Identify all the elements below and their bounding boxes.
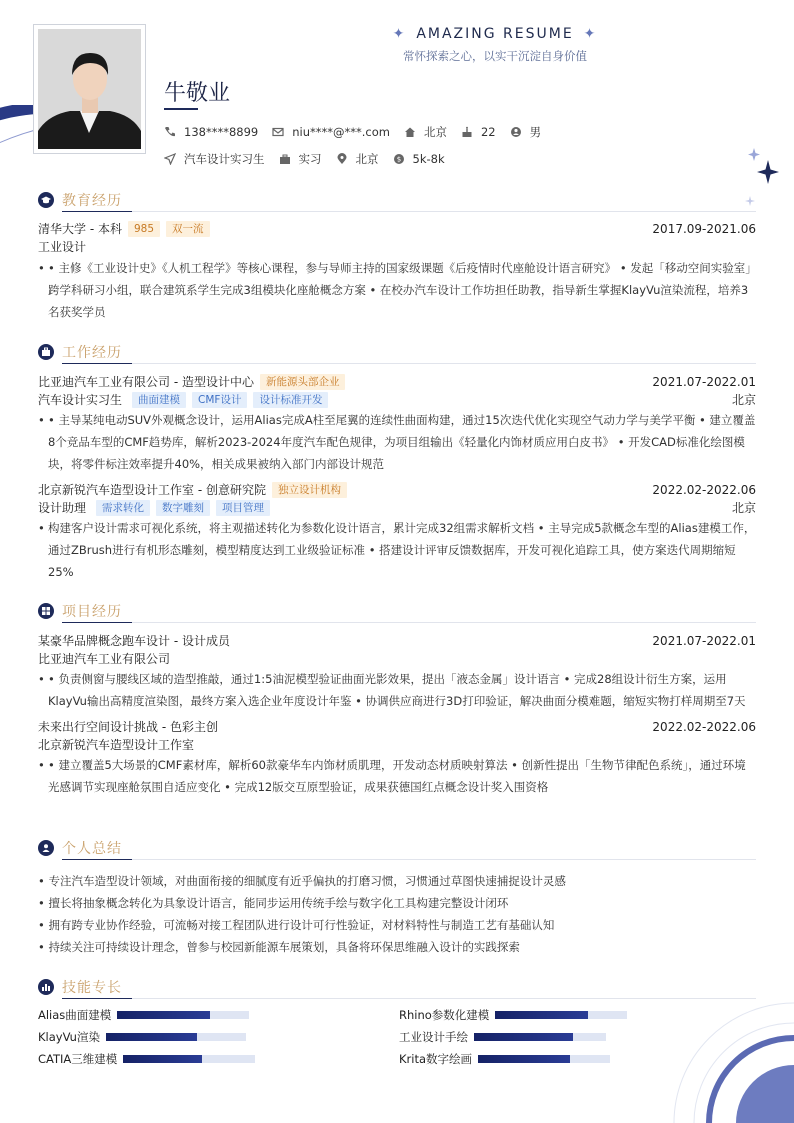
skill-item xyxy=(399,1007,627,1023)
project-description: • • 负责侧窗与腰线区域的造型推敲，通过1:5油泥模型验证曲面光影效果，提出「液态金属」设计语言 • 完成28组设计衍生方案，运用KlayVu输出高精度渲染图，最终方案入选企业年度设计年鉴 • 协调供应商进行3D打印验证，解决曲面分模难题，缩短实物打样周期至7天 xyxy=(38,668,756,712)
skill-item xyxy=(399,1051,610,1067)
star-icon: ✦ xyxy=(583,26,598,42)
school-name: 清华大学 - 本科 xyxy=(38,222,122,236)
company-tag: 新能源头部企业 xyxy=(260,374,346,390)
skill-tag: 设计标准开发 xyxy=(253,392,328,408)
section-title: 教育经历 xyxy=(62,193,122,209)
user-icon xyxy=(38,840,54,856)
brand-title xyxy=(300,26,690,42)
slogan: 常怀探索之心，以实干沉淀自身价值 xyxy=(403,49,587,63)
skill-item xyxy=(38,1051,255,1067)
summary-list xyxy=(38,870,756,958)
briefcase-icon xyxy=(38,344,54,360)
skill-name: Alias曲面建模 xyxy=(38,1008,112,1022)
target-job-text: 汽车设计实习生 xyxy=(184,152,265,166)
skill-bar-fill xyxy=(495,1011,587,1019)
education-date: 2017.09-2021.06 xyxy=(652,222,756,236)
skills-section xyxy=(38,975,756,1077)
skill-item xyxy=(38,1029,246,1045)
school-tag: 985 xyxy=(128,221,160,237)
avatar xyxy=(38,29,141,149)
company-name: 北京新锐汽车造型设计工作室 - 创意研究院 xyxy=(38,483,266,497)
phone-text: 138****8899 xyxy=(184,125,259,139)
work-header xyxy=(38,340,756,364)
person-icon xyxy=(510,126,522,138)
work-city: 北京 xyxy=(731,501,756,515)
brand-text: AMAZING RESUME xyxy=(416,26,574,42)
job-role: 设计助理 xyxy=(38,501,87,515)
work-section xyxy=(38,340,756,583)
skill-item xyxy=(399,1029,606,1045)
education-header xyxy=(38,188,756,212)
skill-bar-fill xyxy=(474,1033,573,1041)
target-city-item xyxy=(336,151,379,167)
skill-tag: 项目管理 xyxy=(216,500,270,516)
section-title: 项目经历 xyxy=(62,604,122,620)
section-title: 个人总结 xyxy=(62,841,122,857)
projects-section xyxy=(38,599,756,798)
education-section xyxy=(38,188,756,323)
job-role: 汽车设计实习生 xyxy=(38,393,123,407)
work-description: • • 主导某纯电动SUV外观概念设计，运用Alias完成A柱至尾翼的连续性曲面构建，通过15次迭代优化实现空气动力学与美学平衡 • 建立覆盖8个竞品车型的CMF趋势库，解析2023-2024年度汽车配色规律，为项目组输出《轻量化内饰材质应用白皮书》 • 开发CAD标准化绘图模块，将零件标注效率提升40%，相关成果被纳入部门内部设计规范 xyxy=(38,409,756,475)
name-underline xyxy=(164,108,198,110)
school-tag: 双一流 xyxy=(166,221,210,237)
section-divider xyxy=(62,998,756,999)
summary-item: • 专注汽车造型设计领域，对曲面衔接的细腻度有近乎偏执的打磨习惯，习惯通过草图快速捕捉设计灵感 xyxy=(38,874,566,888)
skill-bar xyxy=(495,1011,627,1019)
skill-bar xyxy=(117,1011,249,1019)
salary-item xyxy=(393,152,445,166)
project-date: 2021.07-2022.01 xyxy=(652,634,756,648)
skill-bar-fill xyxy=(123,1055,202,1063)
job-type-item xyxy=(279,151,322,167)
skill-bar xyxy=(474,1033,606,1041)
location-item xyxy=(404,124,447,140)
work-date: 2022.02-2022.06 xyxy=(652,483,756,497)
resume-header xyxy=(300,26,690,64)
company-name: 比亚迪汽车工业有限公司 - 造型设计中心 xyxy=(38,375,254,389)
project-date: 2022.02-2022.06 xyxy=(652,720,756,734)
section-divider xyxy=(62,211,756,212)
section-title: 工作经历 xyxy=(62,345,122,361)
project-org: 比亚迪汽车工业有限公司 xyxy=(38,652,171,666)
job-intent-row xyxy=(164,151,459,167)
summary-item: • 擅长将抽象概念转化为具象设计语言，能同步运用传统手绘与数字化工具构建完整设计闭环 xyxy=(38,896,509,910)
education-description: • • 主修《工业设计史》《人机工程学》等核心课程，参与导师主持的国家级课题《后疫情时代座舱设计语言研究》 • 发起「移动空间实验室」跨学科研习小组，联合建筑系学生完成3组模块化座舱概念方案 • 在校办汽车设计工作坊担任助教，指导新生掌握KlayVu渲染流程，培养3名获奖学员 xyxy=(38,257,756,323)
work-city: 北京 xyxy=(731,393,756,407)
summary-item: • 拥有跨专业协作经验，可流畅对接工程团队进行设计可行性验证，对材料特性与制造工艺有基础认知 xyxy=(38,918,555,932)
skill-bar-fill xyxy=(478,1055,570,1063)
skill-name: CATIA三维建模 xyxy=(38,1052,118,1066)
send-icon xyxy=(164,153,176,165)
education-entry xyxy=(38,220,756,323)
skill-name: Krita数字绘画 xyxy=(399,1052,473,1066)
money-icon xyxy=(393,153,405,165)
skill-bar xyxy=(106,1033,246,1041)
project-org: 北京新锐汽车造型设计工作室 xyxy=(38,738,195,752)
skill-name: 工业设计手绘 xyxy=(399,1030,468,1044)
skill-bar-fill xyxy=(106,1033,197,1041)
mail-icon xyxy=(272,126,284,138)
company-tag: 独立设计机构 xyxy=(272,482,347,498)
project-entry xyxy=(38,632,756,712)
skill-tag: 曲面建模 xyxy=(132,392,186,408)
skill-tag: CMF设计 xyxy=(192,392,247,408)
summary-header xyxy=(38,836,756,860)
summary-item: • 持续关注可持续设计理念，曾参与校园新能源车展策划，具备将环保思维融入设计的实践探索 xyxy=(38,940,520,954)
home-icon xyxy=(404,126,416,138)
skill-tag: 需求转化 xyxy=(96,500,150,516)
project-title: 某豪华品牌概念跑车设计 - 设计成员 xyxy=(38,634,230,648)
skill-name: KlayVu渲染 xyxy=(38,1030,100,1044)
section-title: 技能专长 xyxy=(62,980,122,996)
email-item xyxy=(272,125,390,139)
section-divider xyxy=(62,859,756,860)
person-name: 牛敬业 xyxy=(164,81,231,106)
section-divider xyxy=(62,622,756,623)
project-entry xyxy=(38,718,756,798)
gender-text: 男 xyxy=(529,125,542,139)
location-text: 北京 xyxy=(423,125,447,139)
profile-photo xyxy=(33,24,146,154)
graduation-cap-icon xyxy=(38,192,54,208)
work-entry xyxy=(38,373,756,475)
skill-bar-fill xyxy=(117,1011,209,1019)
target-city-text: 北京 xyxy=(355,152,379,166)
work-date: 2021.07-2022.01 xyxy=(652,375,756,389)
summary-section xyxy=(38,836,756,958)
age-text: 22 xyxy=(480,125,496,139)
briefcase-icon xyxy=(279,153,291,165)
contact-row xyxy=(164,124,555,140)
salary-text: 5k-8k xyxy=(412,152,445,166)
skill-item xyxy=(38,1007,249,1023)
section-divider xyxy=(62,363,756,364)
skill-name: Rhino参数化建模 xyxy=(399,1008,490,1022)
email-text: niu****@***.com xyxy=(292,125,390,139)
age-item xyxy=(461,125,496,139)
gender-item xyxy=(510,124,542,140)
target-job-item xyxy=(164,151,265,167)
skills-header xyxy=(38,975,756,999)
location-pin-icon xyxy=(336,153,348,165)
project-title: 未来出行空间设计挑战 - 色彩主创 xyxy=(38,720,218,734)
work-description: • 构建客户设计需求可视化系统，将主观描述转化为参数化设计语言，累计完成32组需求解析文档 • 主导完成5款概念车型的Alias建模工作，通过ZBrush进行有机形态雕刻，模型精度达到工业级验证标准 • 搭建设计评审反馈数据库，开发可视化追踪工具，使方案迭代周期缩短25% xyxy=(38,517,756,583)
skills-grid xyxy=(38,1007,756,1077)
work-entry xyxy=(38,481,756,583)
job-type-text: 实习 xyxy=(298,152,322,166)
major: 工业设计 xyxy=(38,240,87,254)
grid-icon xyxy=(38,603,54,619)
projects-header xyxy=(38,599,756,623)
project-description: • • 建立覆盖5大场景的CMF素材库，解析60款豪华车内饰材质肌理，开发动态材质映射算法 • 创新性提出「生物节律配色系统」，通过环境光感调节实现座舱氛围自适应变化 • 完成12版交互原型验证，成果获德国红点概念设计奖入围资格 xyxy=(38,754,756,798)
star-icon: ✦ xyxy=(392,26,407,42)
phone-item xyxy=(164,125,258,139)
skill-bar xyxy=(478,1055,610,1063)
bar-chart-icon xyxy=(38,979,54,995)
skill-bar xyxy=(123,1055,255,1063)
phone-icon xyxy=(164,126,176,138)
skill-tag: 数字雕刻 xyxy=(156,500,210,516)
cake-icon xyxy=(461,126,473,138)
svg-text:$: $ xyxy=(396,155,401,164)
